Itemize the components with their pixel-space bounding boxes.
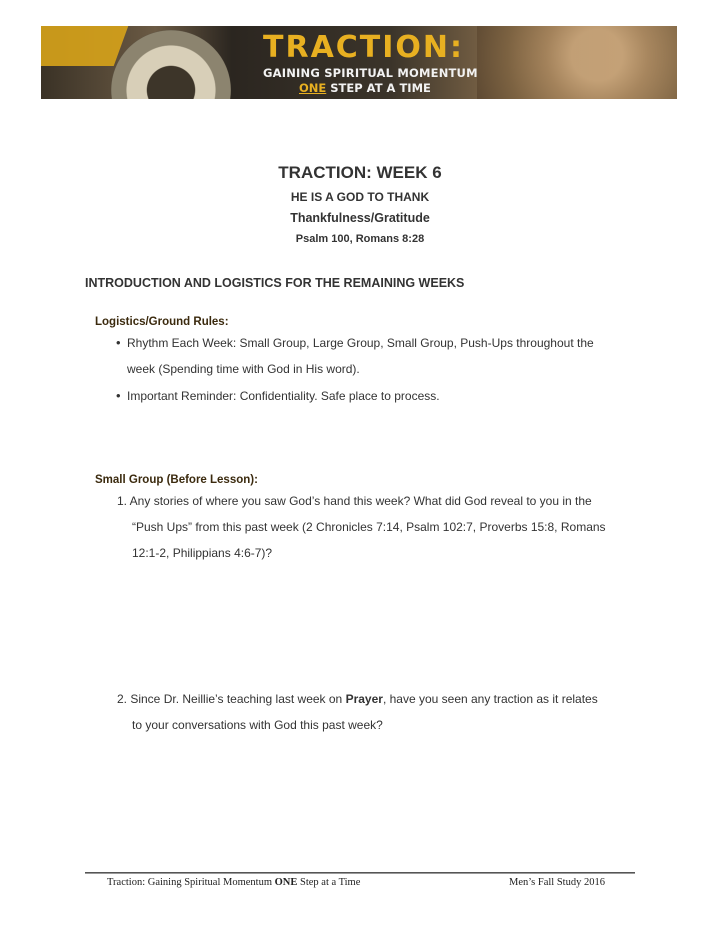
page-title: TRACTION: WEEK 6 bbox=[278, 163, 442, 182]
footer-left-post: Step at a Time bbox=[297, 877, 361, 888]
lesson-subtitle: HE IS A GOD TO THANK bbox=[290, 190, 430, 204]
lesson-theme: Thankfulness/Gratitude bbox=[290, 211, 430, 225]
question-2-line-1 bbox=[117, 692, 598, 706]
footer-right-text: Men’s Fall Study 2016 bbox=[509, 877, 605, 888]
scripture-reference: Psalm 100, Romans 8:28 bbox=[295, 233, 425, 245]
logistics-label: Logistics/Ground Rules: bbox=[95, 316, 229, 328]
banner-title: TRACTION: bbox=[263, 30, 465, 65]
footer-left-pre: Traction: Gaining Spiritual Momentum bbox=[107, 877, 275, 888]
logistics-item-1-line-2: week (Spending time with God in His word). bbox=[127, 362, 360, 376]
banner-one-highlight: ONE bbox=[299, 81, 327, 95]
header-banner-image bbox=[41, 26, 677, 99]
question-2-text-post: , have you seen any traction as it relates bbox=[382, 692, 598, 706]
section-heading: INTRODUCTION AND LOGISTICS FOR THE REMAINING WEEKS bbox=[85, 276, 465, 290]
footer-left-bold: ONE bbox=[274, 877, 298, 888]
logistics-item-1-line-1: Rhythm Each Week: Small Group, Large Group, Small Group, Push-Ups throughout the bbox=[127, 336, 594, 350]
logistics-item-2: Important Reminder: Confidentiality. Safe place to process. bbox=[127, 389, 440, 403]
footer-divider bbox=[85, 872, 635, 873]
dirt-graphic bbox=[477, 26, 677, 99]
tractor-bucket-graphic bbox=[41, 26, 128, 66]
question-2-line-2: to your conversations with God this past week? bbox=[132, 718, 383, 732]
banner-tagline-line1: GAINING SPIRITUAL MOMENTUM bbox=[263, 66, 478, 80]
bullet-icon: • bbox=[116, 335, 121, 350]
question-1-line-2: “Push Ups” from this past week (2 Chronicles 7:14, Psalm 102:7, Proverbs 15:8, Romans bbox=[132, 520, 606, 534]
tire-graphic bbox=[111, 30, 231, 99]
question-1-line-1: 1. Any stories of where you saw God’s hand this week? What did God reveal to you in the bbox=[117, 494, 592, 508]
footer-left-text bbox=[107, 877, 360, 888]
banner-tagline-line2 bbox=[299, 81, 431, 95]
small-group-label: Small Group (Before Lesson): bbox=[95, 474, 258, 486]
question-2-bold-term: Prayer bbox=[345, 692, 383, 706]
bullet-icon: • bbox=[116, 388, 121, 403]
question-2-text-pre: 2. Since Dr. Neillie’s teaching last week on bbox=[117, 692, 346, 706]
question-1-line-3: 12:1-2, Philippians 4:6-7)? bbox=[132, 546, 273, 560]
banner-tagline-rest: STEP AT A TIME bbox=[326, 81, 431, 95]
